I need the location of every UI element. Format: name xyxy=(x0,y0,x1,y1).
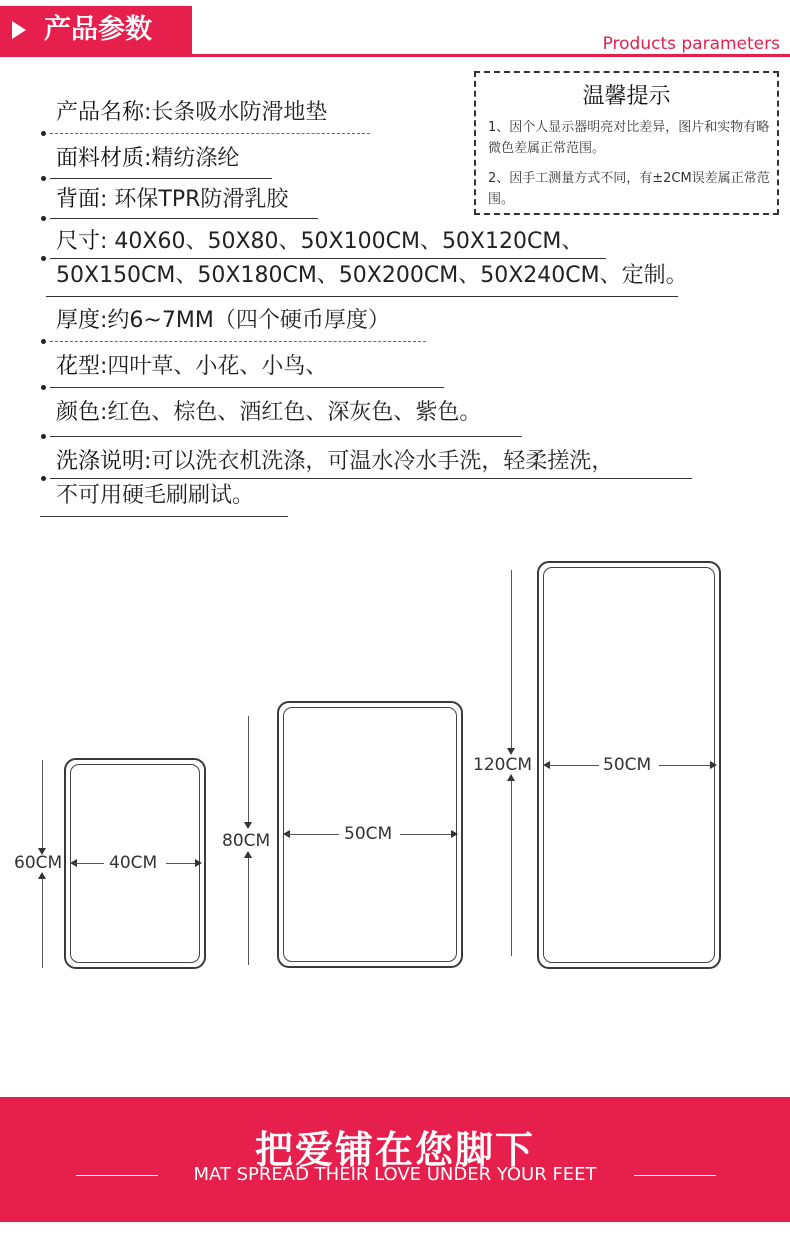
arrow-down-icon xyxy=(244,822,252,829)
bullet-dot xyxy=(41,434,46,439)
row-divider xyxy=(50,178,272,179)
bullet-dot xyxy=(41,256,46,261)
param-thickness-label: 厚度 xyxy=(56,308,101,333)
row-divider xyxy=(50,341,426,342)
height-line xyxy=(511,780,512,956)
param-size-value: : 40X60、50X80、50X100CM、50X120CM、 xyxy=(100,229,584,254)
footer-slogan-cn: 把爱铺在您脚下 xyxy=(254,1128,535,1172)
param-pattern-value: :四叶草、小花、小鸟、 xyxy=(100,354,328,379)
param-back-label: 背面 xyxy=(56,187,101,212)
height-line xyxy=(42,760,43,853)
notice-item-2: 2、因手工测量方式不同，有±2CM误差属正常范围。 xyxy=(488,171,770,207)
bullet-dot xyxy=(41,131,46,136)
bullet-dot xyxy=(41,176,46,181)
width-line xyxy=(74,863,104,864)
width-line xyxy=(659,765,711,766)
bullet-dot xyxy=(41,476,46,481)
height-line xyxy=(511,570,512,752)
width-line xyxy=(400,834,452,835)
width-line xyxy=(287,834,339,835)
width-label: 40CM xyxy=(109,853,158,873)
page-subtitle-en: Products parameters xyxy=(602,34,780,54)
footer-divider-right xyxy=(634,1175,716,1176)
param-wash-line2: 不可用硬毛刷刷试。 xyxy=(56,483,255,508)
param-material-label: 面料材质 xyxy=(56,146,145,171)
arrow-down-icon xyxy=(507,748,515,755)
notice-item-1: 1、因个人显示器明亮对比差异，图片和实物有略微色差属正常范围。 xyxy=(488,120,770,156)
row-divider xyxy=(50,478,692,479)
arrow-right-icon xyxy=(195,859,202,867)
row-divider xyxy=(50,387,444,388)
height-line xyxy=(42,878,43,968)
param-pattern xyxy=(56,353,327,381)
play-arrow-icon xyxy=(12,21,26,39)
param-wash-value: :可以洗衣机洗涤，可温水冷水手洗，轻柔搓洗， xyxy=(144,449,614,474)
height-label: 60CM xyxy=(14,853,63,873)
height-label: 80CM xyxy=(222,831,271,851)
bullet-dot xyxy=(41,339,46,344)
row-divider xyxy=(50,436,522,437)
param-name-value: :长条吸水防滑地垫 xyxy=(144,100,328,125)
height-label: 120CM xyxy=(473,755,532,775)
arrow-right-icon xyxy=(710,761,717,769)
param-name xyxy=(56,99,327,127)
bullet-dot xyxy=(41,385,46,390)
param-back-value: : 环保TPR防滑乳胶 xyxy=(100,187,289,212)
width-label: 50CM xyxy=(344,824,393,844)
row-divider xyxy=(40,516,288,517)
param-color-value: :红色、棕色、酒红色、深灰色、紫色。 xyxy=(100,400,482,425)
height-line xyxy=(248,857,249,965)
page-title: 产品参数 xyxy=(44,14,152,45)
width-line xyxy=(166,863,196,864)
header-divider xyxy=(0,54,790,57)
footer-slogan-en: MAT SPREAD THEIR LOVE UNDER YOUR FEET xyxy=(193,1164,597,1185)
param-size xyxy=(56,228,583,256)
param-color-label: 颜色 xyxy=(56,400,101,425)
height-line xyxy=(248,716,249,826)
width-line xyxy=(547,765,599,766)
param-material xyxy=(56,145,239,173)
param-thickness xyxy=(56,307,390,335)
notice-title: 温馨提示 xyxy=(582,84,671,109)
arrow-right-icon xyxy=(451,830,458,838)
param-name-label: 产品名称 xyxy=(56,100,145,125)
param-color xyxy=(56,399,481,427)
param-material-value: :精纺涤纶 xyxy=(144,146,240,171)
param-back xyxy=(56,186,288,214)
row-divider xyxy=(50,133,370,134)
width-label: 50CM xyxy=(603,755,652,775)
param-size-line2: 50X150CM、50X180CM、50X200CM、50X240CM、定制。 xyxy=(56,263,688,288)
param-wash xyxy=(56,448,613,476)
row-divider xyxy=(50,258,606,259)
param-size-label: 尺寸 xyxy=(56,229,101,254)
param-wash-label: 洗涤说明 xyxy=(56,449,145,474)
param-pattern-label: 花型 xyxy=(56,354,101,379)
footer-banner xyxy=(0,1097,790,1222)
row-divider xyxy=(50,218,318,219)
row-divider xyxy=(46,296,678,297)
bullet-dot xyxy=(41,216,46,221)
header-tab xyxy=(0,6,192,54)
notice-box xyxy=(474,71,779,215)
param-thickness-value: :约6~7MM（四个硬币厚度） xyxy=(100,308,390,333)
